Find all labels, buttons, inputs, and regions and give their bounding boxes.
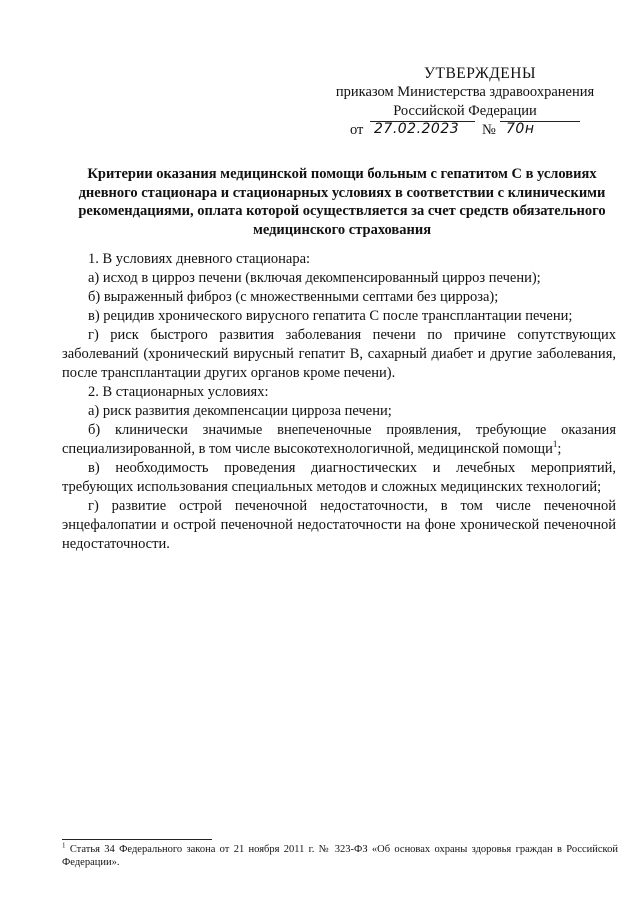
footnote-mark: 1 — [62, 841, 66, 850]
section-1-heading: 1. В условиях дневного стационара: — [88, 251, 311, 267]
date-prefix: от — [350, 122, 364, 138]
document-title: Критерии оказания медицинской помощи больным с гепатитом С в условиях дневного стационара и стационарных условиях в соответствии с клиническими рекомендациями, оплата которой осуществляется за счет средств обязательного медицинского страхования — [78, 166, 606, 238]
document-body — [62, 250, 616, 554]
section-1-item-a: а) исход в цирроз печени (включая декомпенсированный цирроз печени); — [88, 270, 541, 286]
approval-stamp — [330, 64, 600, 141]
approval-date-row — [330, 121, 600, 141]
section-2-item-b-end: ; — [557, 441, 562, 457]
date-value: 27.02.2023 — [374, 121, 460, 137]
footnote-separator — [62, 839, 212, 840]
approval-line-1: приказом Министерства здравоохранения — [335, 84, 595, 100]
number-prefix: № — [482, 122, 496, 138]
section-2-heading: 2. В стационарных условиях: — [88, 384, 269, 400]
section-1-item-v: в) рецидив хронического вирусного гепатита С после трансплантации печени; — [88, 308, 573, 324]
footnote-text: Статья 34 Федерального закона от 21 ноября 2011 г. № 323-ФЗ «Об основах охраны здоровья граждан в Российской Федерации». — [62, 844, 618, 868]
footnote — [62, 843, 618, 869]
section-2-item-v: в) необходимость проведения диагностических и лечебных мероприятий, требующих использования специальных методов и сложных медицинских технологий; — [62, 460, 616, 495]
section-2-item-b-text: б) клинически значимые внепеченочные проявления, требующие оказания специализированной, в том числе высокотехнологичной, медицинской помощи — [62, 422, 616, 457]
number-value: 70н — [506, 121, 535, 137]
section-1-item-g: г) риск быстрого развития заболевания печени по причине сопутствующих заболеваний (хронический вирусный гепатит В, сахарный диабет и другие заболевания, после трансплантации других органов кроме печени). — [62, 327, 616, 381]
footnote-reference: 1 — [552, 439, 558, 450]
approval-heading: УТВЕРЖДЕНЫ — [424, 65, 536, 82]
section-1-item-b: б) выраженный фиброз (с множественными септами без цирроза); — [88, 289, 499, 305]
section-2-item-g: г) развитие острой печеночной недостаточности, в том числе печеночной энцефалопатии и острой печеночной недостаточности на фоне хронической печеночной недостаточности. — [62, 498, 616, 552]
approval-line-2: Российской Федерации — [393, 103, 537, 119]
section-2-item-a: а) риск развития декомпенсации цирроза печени; — [88, 403, 392, 419]
section-2-item-b — [62, 421, 616, 459]
